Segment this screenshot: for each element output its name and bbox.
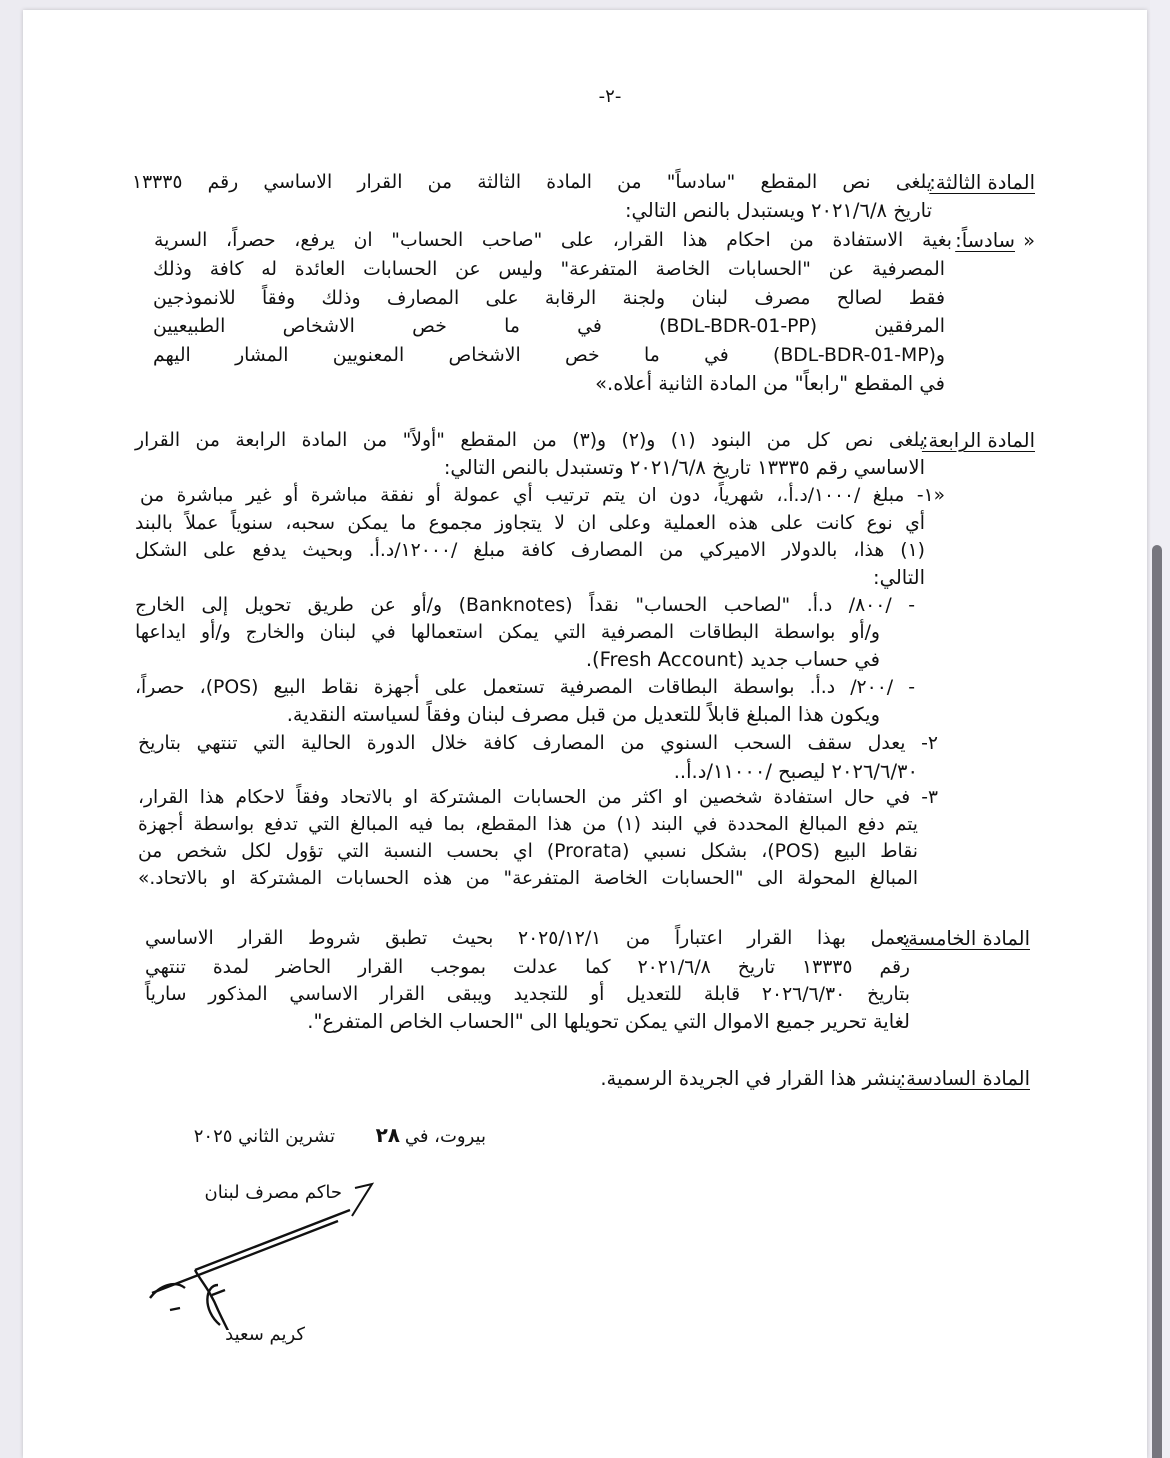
item1-line: أي نوع كانت على هذه العملية وعلى ان لا يتجاوز مجموع ما يمكن سحبه، سنوياً عملاً بالبند [135,513,925,534]
page-number: -٢- [598,86,622,107]
article3-line: تاريخ ٢٠٢١/٦/٨ ويستبدل بالنص التالي: [624,199,932,222]
signatory-title: حاكم مصرف لبنان [204,1182,342,1203]
date-prefix: بيروت، في [404,1126,486,1147]
article6-text: ينشر هذا القرار في الجريدة الرسمية. [600,1067,902,1090]
item3-line: المبالغ المحولة الى "الحسابات الخاصة المتفرعة" من هذه الحسابات المشتركة او بالاتحاد.» [138,868,918,889]
handwritten-signature [140,1160,380,1330]
date-month-year: تشرين الثاني ٢٠٢٥ [193,1126,335,1147]
quote-label: سادساً: [955,229,1015,252]
bullet1-line: - /٨٠٠/ د.أ. "لصاحب الحساب" نقداً (Banknotes) و/أو عن طريق تحويل إلى الخارج [135,595,915,616]
item1-line: «١- مبلغ /١٠٠٠/د.أ.، شهرياً، دون ان يتم ترتيب أي عمولة أو نفقة مباشرة أو غير مباشرة من [140,485,946,506]
quote-line: فقط لصالح مصرف لبنان ولجنة الرقابة على المصارف وذلك وفقاً للانموذجين [153,288,945,309]
bullet2-line: ويكون هذا المبلغ قابلاً للتعديل من قبل مصرف لبنان وفقاً لسياسته النقدية. [286,703,880,726]
item3-line: نقاط البيع (POS)، بشكل نسبي (Prorata) اي بحسب النسبة التي تؤول لكل شخص من [138,841,918,862]
quote-line: و(BDL-BDR-01-MP) في ما خص الاشخاص المعنويين المشار اليهم [153,345,945,366]
item1-line: التالي: [873,566,925,589]
item1-line: (١) هذا، بالدولار الاميركي من المصارف كافة مبلغ /١٢٠٠٠/د.أ. وبحيث يدفع على الشكل [135,540,925,561]
article5-line: يعمل بهذا القرار اعتباراً من ٢٠٢٥/١٢/١ بحيث تطبق شروط القرار الاساسي [145,928,910,949]
item3-line: يتم دفع المبالغ المحددة في البند (١) من هذا المقطع، بما فيه المبالغ التي تدفع بواسطة أجهزة [138,814,918,835]
item2-line: ٢- يعدل سقف السحب السنوي من المصارف كافة خلال الدورة الحالية التي تنتهي بتاريخ [138,733,938,754]
article3-heading: المادة الثالثة: [929,171,1035,194]
item3-line: ٣- في حال استفادة شخصين او اكثر من الحسابات المشتركة او بالاتحاد وفقاً لاحكام هذا القرار، [138,787,938,808]
item2-line: ٢٠٢٦/٦/٣٠ ليصبح /١١٠٠٠/د.أ.. [673,760,918,783]
article5-line: لغاية تحرير جميع الاموال التي يمكن تحويلها الى "الحساب الخاص المتفرع". [307,1010,910,1033]
quote-line: المرفقين (BDL-BDR-01-PP) في ما خص الاشخاص الطبيعيين [153,316,945,337]
scrollbar-thumb[interactable] [1152,545,1162,1458]
signatory-name: كريم سعيد [225,1324,305,1345]
article5-line: رقم ١٣٣٣٥ تاريخ ٢٠٢١/٦/٨ كما عدلت بموجب القرار الحاضر لمدة تنتهي [145,957,910,978]
bullet2-line: - /٢٠٠/ د.أ. بواسطة البطاقات المصرفية تستعمل على أجهزة نقاط البيع (POS)، حصراً، [135,677,916,698]
article5-heading: المادة الخامسة: [901,927,1030,950]
bullet1-line: و/أو بواسطة البطاقات المصرفية التي يمكن استعمالها في لبنان والخارج و/أو ايداعها [135,622,880,643]
article4-line: يلغى نص كل من البنود (١) و(٢) و(٣) من المقطع "أولاً" من المادة الرابعة من القرار [135,430,925,451]
quote-line: بغية الاستفادة من احكام هذا القرار، على "صاحب الحساب" ان يرفع، حصراً، السرية [154,230,952,251]
date-day: ٢٨ [375,1123,400,1147]
article4-heading: المادة الرابعة: [921,429,1035,452]
quote-open: « [1023,229,1035,252]
article5-line: بتاريخ ٢٠٢٦/٦/٣٠ قابلة للتعديل أو للتجديد ويبقى القرار الاساسي المذكور سارياً [145,984,910,1005]
article6-heading: المادة السادسة: [899,1067,1030,1090]
article4-line: الاساسي رقم ١٣٣٣٥ تاريخ ٢٠٢١/٦/٨ وتستبدل بالنص التالي: [443,456,925,479]
quote-line: المصرفية عن "الحسابات الخاصة المتفرعة" وليس عن الحسابات العائدة له كافة وذلك [153,259,945,280]
quote-line: في المقطع "رابعاً" من المادة الثانية أعلاه.» [595,372,945,395]
bullet1-line: في حساب جديد (Fresh Account). [585,648,880,671]
article3-line: يلغى نص المقطع "سادساً" من المادة الثالثة من القرار الاساسي رقم ١٣٣٣٥ [132,172,932,193]
